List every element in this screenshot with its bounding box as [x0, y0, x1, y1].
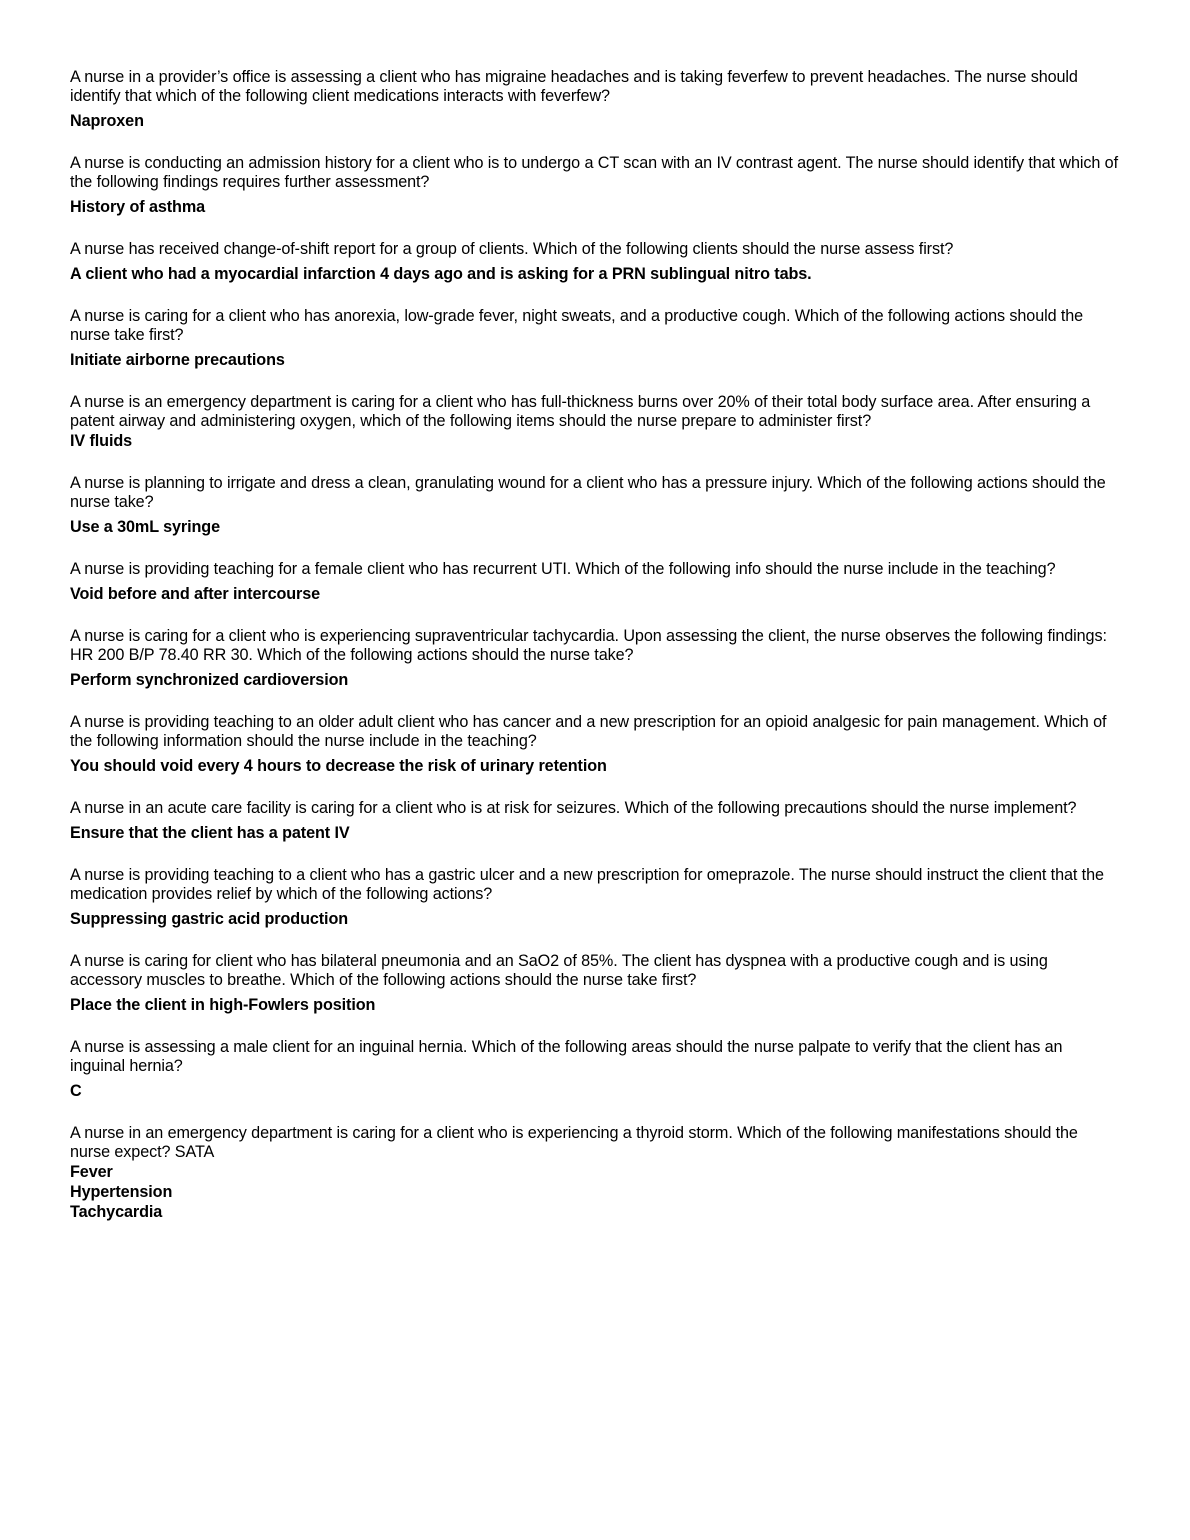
answer-text: Ensure that the client has a patent IV	[70, 824, 350, 842]
question-block	[70, 627, 1120, 690]
answer-text: C	[70, 1082, 82, 1100]
answer-group	[70, 264, 1120, 284]
question-block	[70, 307, 1120, 370]
question-block	[70, 474, 1120, 537]
question-block	[70, 68, 1120, 131]
question-text: A nurse is providing teaching to a client who has a gastric ulcer and a new prescription for omeprazole. The nurse should instruct the client that the medication provides relief by which of the following actions?	[70, 866, 1104, 903]
question-list	[70, 68, 1120, 1222]
answer-text: Use a 30mL syringe	[70, 518, 220, 536]
question-text: A nurse in an emergency department is caring for a client who is experiencing a thyroid storm. Which of the following manifestations should the nurse expect? SATA	[70, 1124, 1078, 1161]
answer-group	[70, 431, 1120, 451]
answer-group	[70, 670, 1120, 690]
answer-text: Hypertension	[70, 1183, 173, 1201]
answer-group	[70, 909, 1120, 929]
answer-text: Place the client in high-Fowlers position	[70, 996, 376, 1014]
answer-text: Tachycardia	[70, 1203, 163, 1221]
answer-text: IV fluids	[70, 432, 133, 450]
question-block	[70, 393, 1120, 451]
question-text: A nurse is providing teaching to an older adult client who has cancer and a new prescription for an opioid analgesic for pain management. Which of the following information should the nurse include in the teaching?	[70, 713, 1107, 750]
answer-text: A client who had a myocardial infarction 4 days ago and is asking for a PRN sublingual nitro tabs.	[70, 265, 812, 283]
question-block	[70, 799, 1120, 843]
answer-text: Initiate airborne precautions	[70, 351, 285, 369]
question-block	[70, 560, 1120, 604]
question-text: A nurse is assessing a male client for an inguinal hernia. Which of the following areas should the nurse palpate to verify that the client has an inguinal hernia?	[70, 1038, 1063, 1075]
question-block	[70, 154, 1120, 217]
question-text: A nurse in a provider’s office is assessing a client who has migraine headaches and is taking feverfew to prevent headaches. The nurse should identify that which of the following client medications interacts with feverfew?	[70, 68, 1078, 105]
question-text: A nurse is an emergency department is caring for a client who has full-thickness burns over 20% of their total body surface area. After ensuring a patent airway and administering oxygen, which of the following items should the nurse prepare to administer first?	[70, 393, 1091, 430]
answer-group	[70, 517, 1120, 537]
question-text: A nurse has received change-of-shift report for a group of clients. Which of the following clients should the nurse assess first?	[70, 240, 954, 258]
answer-text: Perform synchronized cardioversion	[70, 671, 349, 689]
answer-group	[70, 350, 1120, 370]
question-text: A nurse is conducting an admission history for a client who is to undergo a CT scan with an IV contrast agent. The nurse should identify that which of the following findings requires further assessment?	[70, 154, 1118, 191]
question-block	[70, 713, 1120, 776]
answer-text: You should void every 4 hours to decrease the risk of urinary retention	[70, 757, 607, 775]
answer-group	[70, 995, 1120, 1015]
answer-group	[70, 756, 1120, 776]
question-block	[70, 866, 1120, 929]
answer-group	[70, 1081, 1120, 1101]
answer-group	[70, 584, 1120, 604]
question-text: A nurse is caring for client who has bilateral pneumonia and an SaO2 of 85%. The client has dyspnea with a productive cough and is using accessory muscles to breathe. Which of the following actions should the nurse take first?	[70, 952, 1048, 989]
question-block	[70, 952, 1120, 1015]
question-text: A nurse is caring for a client who has anorexia, low-grade fever, night sweats, and a productive cough. Which of the following actions should the nurse take first?	[70, 307, 1084, 344]
answer-text: Suppressing gastric acid production	[70, 910, 349, 928]
question-text: A nurse is caring for a client who is experiencing supraventricular tachycardia. Upon assessing the client, the nurse observes the following findings: HR 200 B/P 78.40 RR 30. Which of the following actions should the nurse take?	[70, 627, 1107, 664]
answer-text: Naproxen	[70, 112, 144, 130]
answer-group	[70, 823, 1120, 843]
question-text: A nurse in an acute care facility is caring for a client who is at risk for seizures. Which of the following precautions should the nurse implement?	[70, 799, 1077, 817]
question-block	[70, 1038, 1120, 1101]
question-text: A nurse is providing teaching for a female client who has recurrent UTI. Which of the following info should the nurse include in the teaching?	[70, 560, 1056, 578]
answer-group	[70, 111, 1120, 131]
answer-text: Fever	[70, 1163, 113, 1181]
answer-group	[70, 1162, 1120, 1222]
question-text: A nurse is planning to irrigate and dress a clean, granulating wound for a client who has a pressure injury. Which of the following actions should the nurse take?	[70, 474, 1106, 511]
question-block	[70, 1124, 1120, 1222]
answer-text: Void before and after intercourse	[70, 585, 321, 603]
question-block	[70, 240, 1120, 284]
answer-group	[70, 197, 1120, 217]
answer-text: History of asthma	[70, 198, 206, 216]
